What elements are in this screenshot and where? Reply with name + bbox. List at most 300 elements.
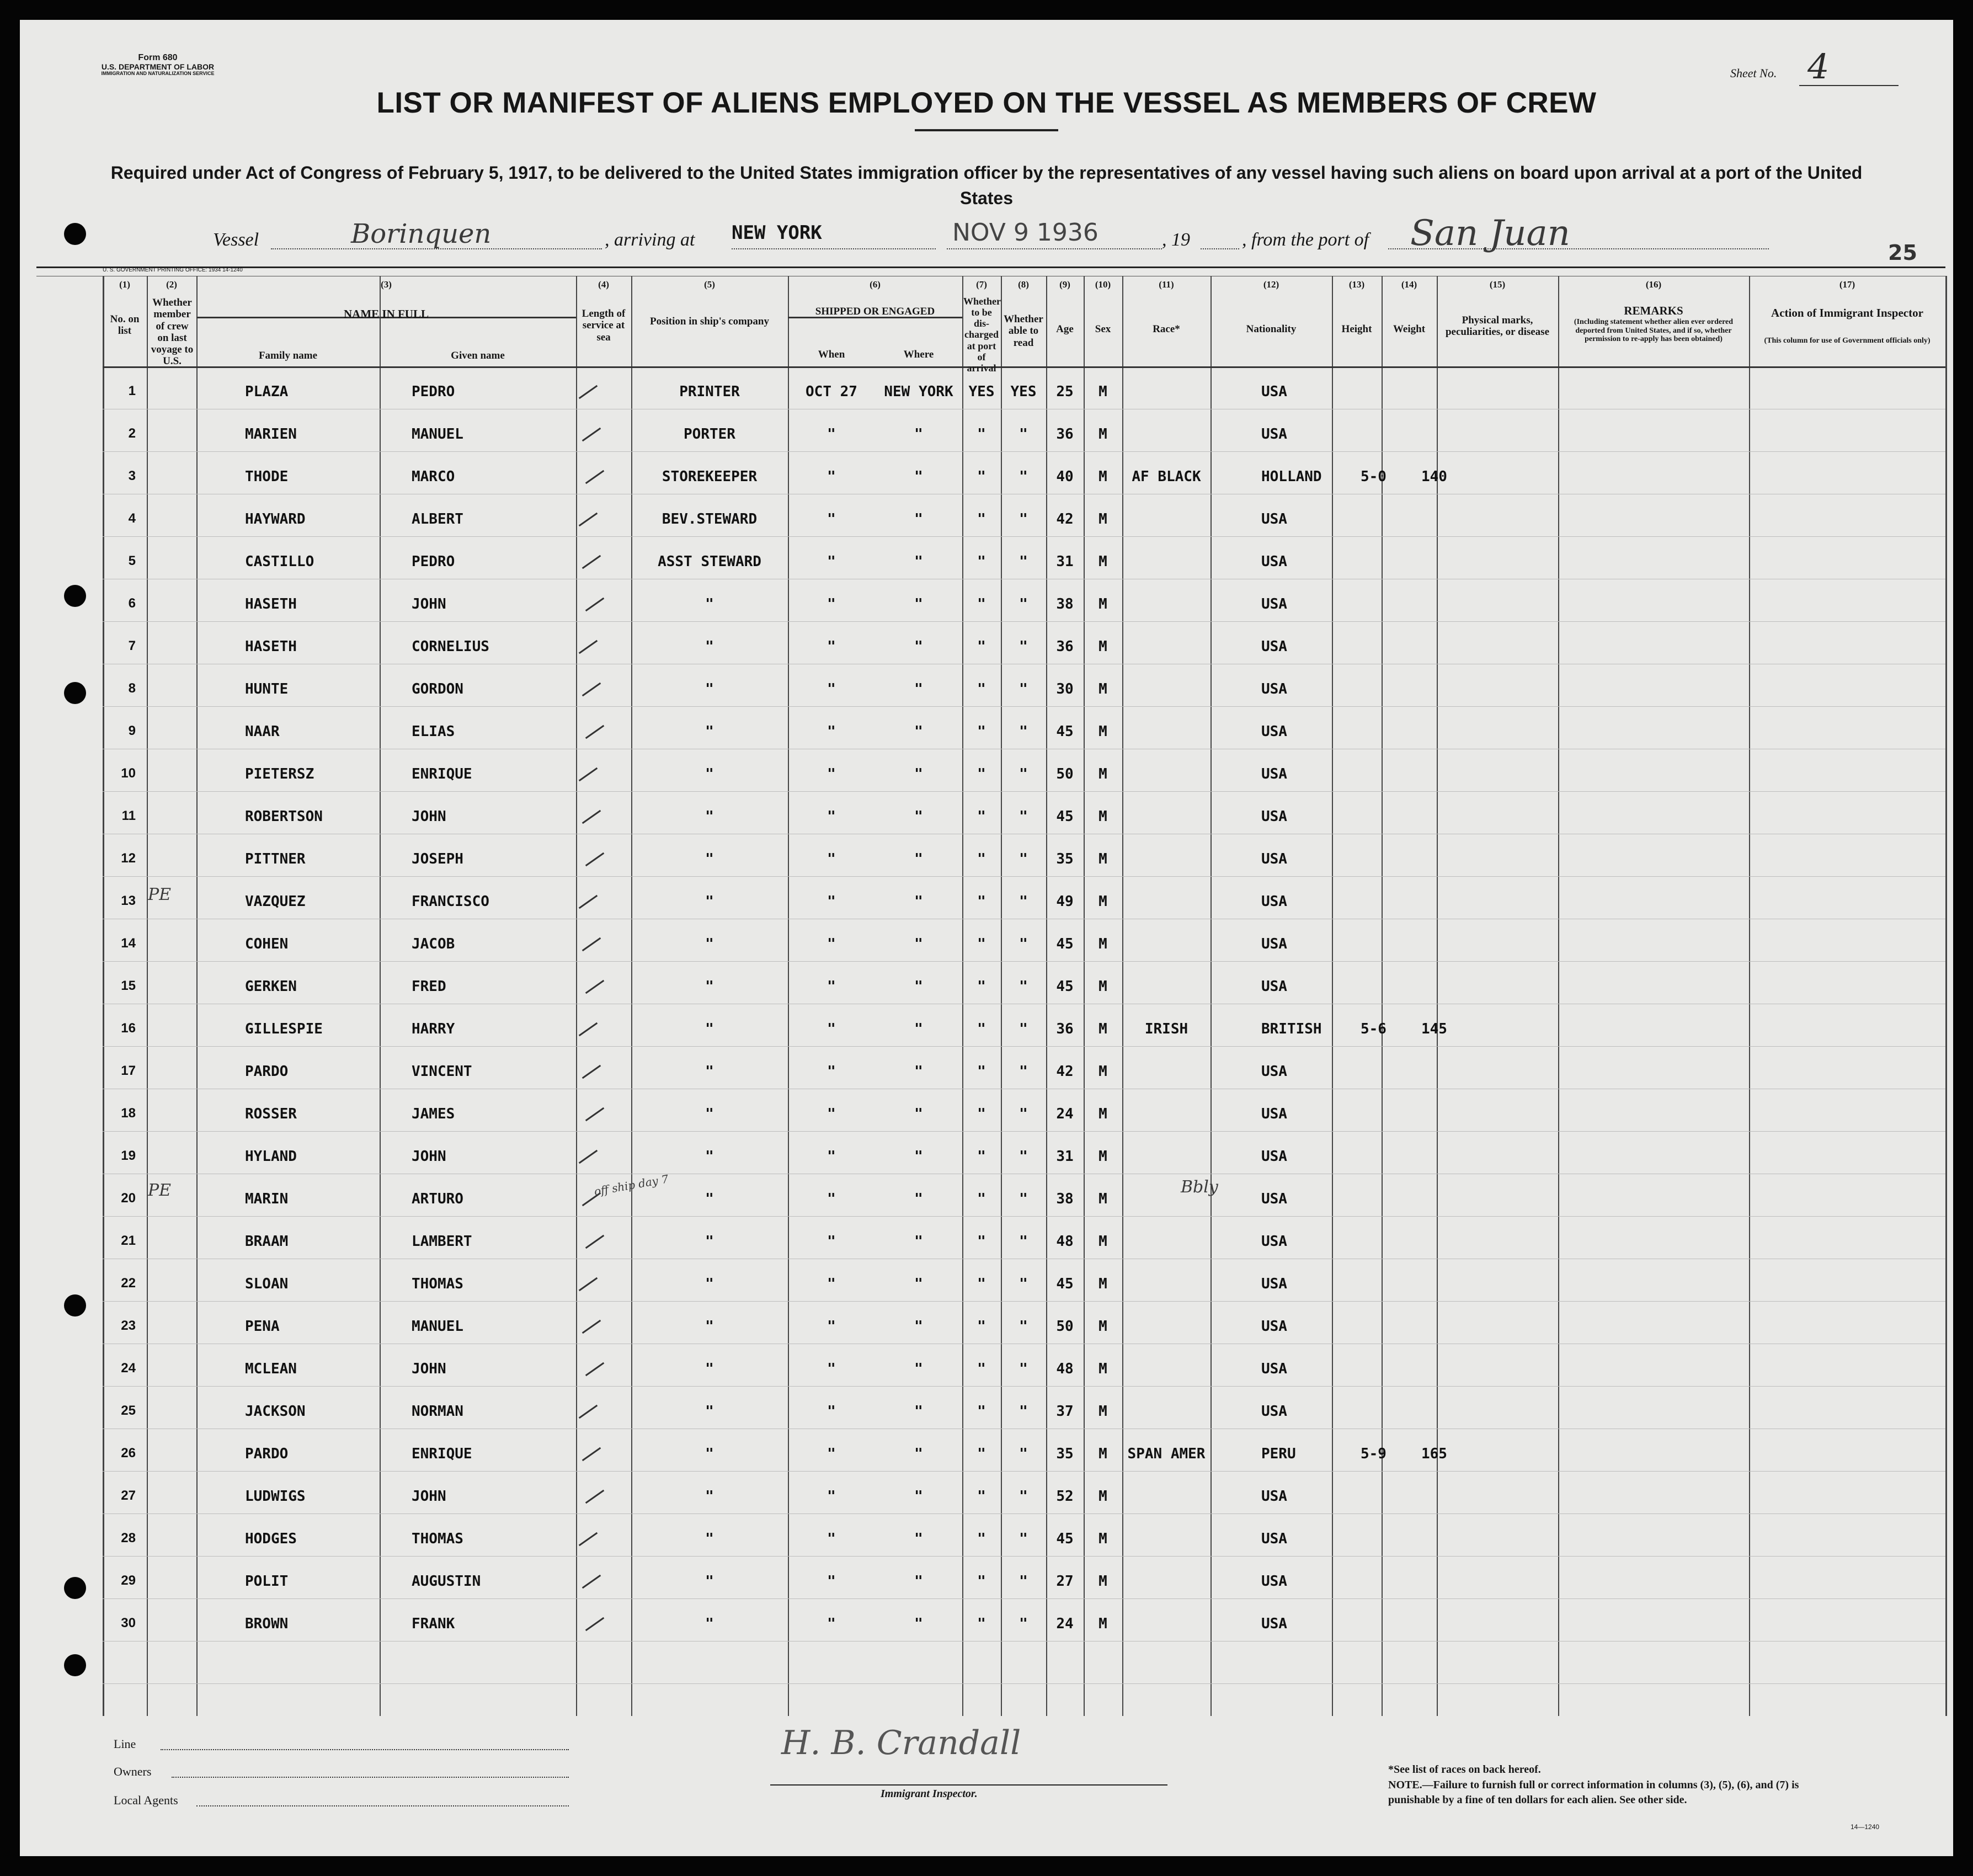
cell-sex: M: [1099, 1191, 1107, 1207]
page-title: LIST OR MANIFEST OF ALIENS EMPLOYED ON THE VESSEL AS MEMBERS OF CREW: [376, 87, 1597, 119]
cell-height: 5-6: [1361, 1021, 1387, 1037]
row-rule: [103, 1386, 1945, 1387]
cell-discharged: ": [977, 1573, 986, 1590]
cell-position: ": [705, 1446, 714, 1462]
cell-where: ": [914, 723, 923, 740]
cell-when: ": [827, 553, 836, 570]
from-port: San Juan: [1410, 213, 1570, 254]
row-rule: [103, 1046, 1945, 1047]
cell-age: 50: [1056, 766, 1074, 782]
arriving-underline: [732, 248, 936, 249]
cell-age: 24: [1056, 1106, 1074, 1122]
cell-nationality: USA: [1261, 893, 1287, 910]
column-rule: [576, 276, 577, 1716]
cell-able-to-read: ": [1019, 808, 1028, 825]
cell-sex: M: [1099, 1446, 1107, 1462]
cell-row-number: 6: [128, 596, 136, 611]
cell-able-to-read: ": [1019, 638, 1028, 655]
cell-where: ": [914, 808, 923, 825]
cell-row-number: 29: [121, 1573, 136, 1588]
row-rule: [103, 1216, 1945, 1217]
cell-given-name: FRANCISCO: [412, 893, 489, 910]
cell-able-to-read: ": [1019, 1318, 1028, 1335]
cell-family-name: ROBERTSON: [245, 808, 323, 825]
cell-family-name: PITTNER: [245, 851, 306, 867]
cell-sex: M: [1099, 1021, 1107, 1037]
cell-where: ": [914, 766, 923, 782]
date-underline: [947, 248, 1162, 249]
cell-position: PORTER: [684, 426, 735, 443]
row-rule: [103, 876, 1945, 877]
cell-discharged: ": [977, 1488, 986, 1505]
cell-age: 36: [1056, 1021, 1074, 1037]
cell-age: 45: [1056, 723, 1074, 740]
date-stamp: NOV 9 1936: [952, 218, 1099, 247]
cell-sex: M: [1099, 893, 1107, 910]
cell-position: ": [705, 1063, 714, 1080]
cell-given-name: FRED: [412, 978, 446, 995]
cell-age: 42: [1056, 511, 1074, 527]
cell-where: ": [914, 596, 923, 612]
service-name: IMMIGRATION AND NATURALIZATION SERVICE: [101, 70, 215, 76]
cell-row-number: 21: [121, 1233, 136, 1248]
cell-family-name: BRAAM: [245, 1233, 289, 1250]
cell-able-to-read: ": [1019, 1106, 1028, 1122]
cell-row-number: 20: [121, 1191, 136, 1206]
cell-age: 30: [1056, 681, 1074, 697]
cell-age: 35: [1056, 851, 1074, 867]
cell-given-name: VINCENT: [412, 1063, 472, 1080]
cell-sex: M: [1099, 468, 1107, 485]
col-number: (10): [1095, 279, 1111, 290]
cell-family-name: COHEN: [245, 936, 289, 952]
cell-when: ": [827, 936, 836, 952]
cell-family-name: POLIT: [245, 1573, 289, 1590]
cell-weight: 145: [1421, 1021, 1447, 1037]
cell-sex: M: [1099, 1106, 1107, 1122]
cell-position: ": [705, 681, 714, 697]
cell-family-name: SLOAN: [245, 1276, 289, 1292]
signature-line: [770, 1784, 1167, 1786]
row-rule: [103, 1131, 1945, 1132]
cell-given-name: ENRIQUE: [412, 1446, 472, 1462]
col-number: (17): [1839, 279, 1855, 290]
col-number: (8): [1018, 279, 1029, 290]
corner-number: 25: [1888, 241, 1917, 265]
cell-when: ": [827, 1233, 836, 1250]
check-mark: [582, 683, 601, 696]
column-rule: [1382, 276, 1383, 1716]
cell-family-name: GILLESPIE: [245, 1021, 323, 1037]
cell-family-name: MARIEN: [245, 426, 297, 443]
punch-hole: [64, 223, 86, 245]
cell-where: ": [914, 468, 923, 485]
header-family-name: Family name: [258, 350, 318, 361]
cell-when: ": [827, 1531, 836, 1547]
check-mark: [579, 385, 598, 399]
cell-position: ": [705, 723, 714, 740]
cell-nationality: USA: [1261, 1148, 1287, 1165]
cell-position: ": [705, 1191, 714, 1207]
cell-sex: M: [1099, 681, 1107, 697]
cell-race: IRISH: [1144, 1021, 1188, 1037]
cell-family-name: HASETH: [245, 596, 297, 612]
penalty-note: NOTE.—Failure to furnish full or correct information in columns (3), (5), (6), and (7) is punishable by a fine of ten dollars for each alien. See other side.: [1388, 1779, 1799, 1806]
cell-sex: M: [1099, 851, 1107, 867]
cell-sex: M: [1099, 936, 1107, 952]
header-position: Position in ship's company: [650, 316, 769, 327]
cell-where: ": [914, 1106, 923, 1122]
check-mark: [585, 470, 604, 484]
cell-given-name: ELIAS: [412, 723, 455, 740]
cell-age: 35: [1056, 1446, 1074, 1462]
cell-age: 48: [1056, 1361, 1074, 1377]
printing-office: U. S. GOVERNMENT PRINTING OFFICE: 1934 14-1240: [103, 267, 243, 273]
column-rule: [1122, 276, 1123, 1716]
row19-race-note: Bbly: [1181, 1177, 1218, 1197]
cell-where: ": [914, 426, 923, 443]
header-length-of-service: Length of service at sea: [582, 308, 626, 343]
page-subtitle: Required under Act of Congress of February 5, 1917, to be delivered to the United States immigration officer by the representatives of any vessel having such aliens on board upon arrival at a port of the United States: [110, 163, 1863, 208]
column-rule: [1945, 276, 1947, 1716]
cell-sex: M: [1099, 426, 1107, 443]
cell-family-name: PARDO: [245, 1063, 289, 1080]
cell-age: 36: [1056, 638, 1074, 655]
check-mark: [585, 1235, 604, 1249]
cell-when: ": [827, 1318, 836, 1335]
cell-discharged: ": [977, 766, 986, 782]
cell-discharged: ": [977, 426, 986, 443]
cell-family-name: MARIN: [245, 1191, 289, 1207]
header-when: When: [818, 349, 845, 360]
column-rule: [147, 276, 148, 1716]
check-mark: [582, 1575, 601, 1589]
cell-sex: M: [1099, 1233, 1107, 1250]
cell-age: 37: [1056, 1403, 1074, 1420]
cell-position: ": [705, 1021, 714, 1037]
cell-row-number: 25: [121, 1403, 136, 1418]
cell-age: 45: [1056, 1276, 1074, 1292]
header-nationality: Nationality: [1246, 323, 1297, 335]
column-rule: [103, 276, 104, 1716]
check-mark: [579, 895, 598, 909]
cell-position: ": [705, 1318, 714, 1335]
cell-position: ": [705, 596, 714, 612]
cell-discharged: ": [977, 1276, 986, 1292]
header-remarks: REMARKS: [1624, 304, 1683, 317]
cell-where: ": [914, 1573, 923, 1590]
cell-row-number: 10: [121, 766, 136, 781]
cell-given-name: JOHN: [412, 1361, 446, 1377]
check-mark: [585, 1490, 604, 1504]
cell-sex: M: [1099, 1616, 1107, 1632]
cell-nationality: USA: [1261, 1531, 1287, 1547]
cell-given-name: NORMAN: [412, 1403, 463, 1420]
header-able-to-read: Whether able to read: [1004, 313, 1043, 349]
cell-family-name: THODE: [245, 468, 289, 485]
cell-position: ": [705, 766, 714, 782]
cell-given-name: HARRY: [412, 1021, 455, 1037]
cell-discharged: ": [977, 1616, 986, 1632]
cell-race: AF BLACK: [1132, 468, 1201, 485]
cell-row-number: 19: [121, 1148, 136, 1163]
cell-when: ": [827, 1446, 836, 1462]
cell-position: BEV.STEWARD: [662, 511, 758, 527]
col-number: (1): [119, 279, 130, 290]
line-label: Line: [114, 1737, 136, 1751]
sheet-number-label: Sheet No.: [1730, 66, 1777, 80]
cell-given-name: JOHN: [412, 808, 446, 825]
cell-discharged: ": [977, 638, 986, 655]
cell-given-name: PEDRO: [412, 553, 455, 570]
cell-discharged: ": [977, 596, 986, 612]
row-rule: [103, 1598, 1945, 1599]
row-rule: [103, 621, 1945, 622]
cell-age: 45: [1056, 1531, 1074, 1547]
check-mark: [585, 598, 604, 611]
cell-nationality: USA: [1261, 1573, 1287, 1590]
cell-able-to-read: ": [1019, 766, 1028, 782]
cell-family-name: PLAZA: [245, 383, 289, 400]
cell-able-to-read: YES: [1010, 383, 1037, 400]
header-no-on-list: No. on list: [110, 313, 140, 337]
cell-nationality: USA: [1261, 1233, 1287, 1250]
year-label: , 19: [1162, 230, 1190, 250]
cell-able-to-read: ": [1019, 1233, 1028, 1250]
row-rule: [103, 1556, 1945, 1557]
check-mark: [579, 768, 598, 781]
cell-sex: M: [1099, 978, 1107, 995]
cell-row-number: 23: [121, 1318, 136, 1333]
cell-given-name: LAMBERT: [412, 1233, 472, 1250]
cell-where: ": [914, 1403, 923, 1420]
row-rule: [103, 791, 1945, 792]
check-mark: [579, 1150, 598, 1164]
cell-family-name: PIETERSZ: [245, 766, 314, 782]
cell-nationality: USA: [1261, 1403, 1287, 1420]
cell-where: ": [914, 1616, 923, 1632]
cell-discharged: ": [977, 468, 986, 485]
cell-nationality: USA: [1261, 766, 1287, 782]
cell-position: ": [705, 1276, 714, 1292]
cell-row-number: 9: [128, 723, 136, 738]
cell-able-to-read: ": [1019, 596, 1028, 612]
form-number: Form 680: [138, 53, 178, 62]
cell-discharged: ": [977, 978, 986, 995]
cell-able-to-read: ": [1019, 1616, 1028, 1632]
cell-nationality: PERU: [1261, 1446, 1296, 1462]
cell-given-name: JOHN: [412, 1148, 446, 1165]
cell-sex: M: [1099, 1531, 1107, 1547]
col-number: (3): [381, 279, 392, 290]
owners-label: Owners: [114, 1765, 152, 1778]
check-mark: [582, 1447, 601, 1461]
col-number: (11): [1159, 279, 1174, 290]
cell-row-number: 12: [121, 851, 136, 866]
col-number: (7): [976, 279, 987, 290]
cell-age: 42: [1056, 1063, 1074, 1080]
cell-discharged: ": [977, 851, 986, 867]
cell-row-number: 5: [128, 553, 136, 568]
cell-position: ": [705, 1106, 714, 1122]
column-rule: [1332, 276, 1333, 1716]
cell-age: 40: [1056, 468, 1074, 485]
cell-given-name: MANUEL: [412, 426, 463, 443]
cell-when: ": [827, 1148, 836, 1165]
cell-when: ": [827, 723, 836, 740]
check-mark: [582, 428, 601, 441]
cell-able-to-read: ": [1019, 1276, 1028, 1292]
cell-sex: M: [1099, 766, 1107, 782]
local-agents-label: Local Agents: [114, 1793, 178, 1807]
cell-nationality: USA: [1261, 723, 1287, 740]
cell-nationality: USA: [1261, 426, 1287, 443]
check-mark: [585, 725, 604, 739]
cell-age: 36: [1056, 426, 1074, 443]
cell-able-to-read: ": [1019, 1403, 1028, 1420]
row-rule: [103, 1471, 1945, 1472]
cell-age: 50: [1056, 1318, 1074, 1335]
header-height: Height: [1341, 323, 1372, 335]
cell-height: 5-0: [1361, 468, 1387, 485]
check-mark: [579, 640, 598, 654]
cell-family-name: HASETH: [245, 638, 297, 655]
cell-sex: M: [1099, 723, 1107, 740]
title-rule: [915, 129, 1058, 131]
cell-discharged: ": [977, 511, 986, 527]
cell-family-name: GERKEN: [245, 978, 297, 995]
row-rule: [103, 706, 1945, 707]
cell-nationality: USA: [1261, 596, 1287, 612]
cell-row-number: 8: [128, 681, 136, 696]
race-note: *See list of races on back hereof.: [1388, 1763, 1541, 1776]
cell-where: ": [914, 1191, 923, 1207]
cell-nationality: BRITISH: [1261, 1021, 1322, 1037]
cell-discharged: ": [977, 1148, 986, 1165]
cell-where: ": [914, 1318, 923, 1335]
header-shipped-or-engaged: SHIPPED OR ENGAGED: [815, 306, 935, 317]
check-mark: [579, 1277, 598, 1291]
check-mark: [579, 1532, 598, 1546]
header-physical-marks: Physical marks, peculiarities, or disease: [1445, 315, 1550, 338]
col-number: (9): [1059, 279, 1070, 290]
cell-able-to-read: ": [1019, 1573, 1028, 1590]
header-weight: Weight: [1393, 323, 1426, 335]
cell-position: ": [705, 808, 714, 825]
cell-when: OCT 27: [806, 383, 857, 400]
cell-height: 5-9: [1361, 1446, 1387, 1462]
department-name: U.S. DEPARTMENT OF LABOR: [101, 62, 215, 71]
column-rule: [631, 276, 632, 1716]
col-number: (6): [870, 279, 881, 290]
punch-hole: [64, 585, 86, 607]
cell-nationality: USA: [1261, 638, 1287, 655]
cell-sex: M: [1099, 383, 1107, 400]
cell-family-name: BROWN: [245, 1616, 289, 1632]
check-mark: [582, 1320, 601, 1334]
cell-when: ": [827, 1573, 836, 1590]
cell-position: ": [705, 1361, 714, 1377]
cell-age: 25: [1056, 383, 1074, 400]
cell-row-number: 2: [128, 426, 136, 441]
header-race: Race*: [1153, 323, 1180, 335]
cell-given-name: JOSEPH: [412, 851, 463, 867]
cell-position: ": [705, 978, 714, 995]
cell-discharged: ": [977, 1361, 986, 1377]
cell-able-to-read: ": [1019, 553, 1028, 570]
cell-discharged: ": [977, 1106, 986, 1122]
col-number: (5): [704, 279, 715, 290]
cell-when: ": [827, 1616, 836, 1632]
cell-nationality: USA: [1261, 978, 1287, 995]
cell-age: 45: [1056, 808, 1074, 825]
cell-family-name: JACKSON: [245, 1403, 306, 1420]
cell-able-to-read: ": [1019, 426, 1028, 443]
cell-when: ": [827, 681, 836, 697]
col-number: (4): [598, 279, 609, 290]
cell-position: ASST STEWARD: [658, 553, 761, 570]
cell-able-to-read: ": [1019, 978, 1028, 995]
cell-given-name: JAMES: [412, 1106, 455, 1122]
cell-family-name: LUDWIGS: [245, 1488, 306, 1505]
cell-family-name: MCLEAN: [245, 1361, 297, 1377]
cell-discharged: ": [977, 936, 986, 952]
cell-when: ": [827, 1361, 836, 1377]
cell-when: ": [827, 851, 836, 867]
vessel-name: Borinquen: [351, 218, 492, 249]
cell-family-name: HYLAND: [245, 1148, 297, 1165]
cell-where: ": [914, 1531, 923, 1547]
cell-row-number: 14: [121, 936, 136, 951]
cell-sex: M: [1099, 1276, 1107, 1292]
check-mark: [582, 937, 601, 951]
cell-when: ": [827, 511, 836, 527]
cell-age: 38: [1056, 1191, 1074, 1207]
col-number: (12): [1263, 279, 1279, 290]
cell-when: ": [827, 1488, 836, 1505]
cell-sex: M: [1099, 596, 1107, 612]
header-discharged: Whether to be dis-charged at port of arrival: [963, 296, 1001, 374]
cell-when: ": [827, 638, 836, 655]
cell-age: 48: [1056, 1233, 1074, 1250]
form-identifier: [81, 53, 235, 77]
cell-where: ": [914, 1063, 923, 1080]
cell-when: ": [827, 1063, 836, 1080]
cell-given-name: ALBERT: [412, 511, 463, 527]
cell-position: ": [705, 851, 714, 867]
cell-able-to-read: ": [1019, 893, 1028, 910]
cell-discharged: ": [977, 1063, 986, 1080]
check-mark: [585, 852, 604, 866]
cell-family-name: PENA: [245, 1318, 280, 1335]
row-rule: [103, 1301, 1945, 1302]
cell-position: ": [705, 1616, 714, 1632]
cell-age: 24: [1056, 1616, 1074, 1632]
cell-given-name: FRANK: [412, 1616, 455, 1632]
cell-sex: M: [1099, 808, 1107, 825]
cell-when: ": [827, 766, 836, 782]
cell-row-number: 4: [128, 511, 136, 526]
cell-given-name: MARCO: [412, 468, 455, 485]
cell-when: ": [827, 468, 836, 485]
cell-nationality: USA: [1261, 383, 1287, 400]
check-mark: [579, 1405, 598, 1419]
cell-position: ": [705, 1531, 714, 1547]
cell-nationality: USA: [1261, 1318, 1287, 1335]
check-mark: [582, 810, 601, 824]
cell-sex: M: [1099, 1488, 1107, 1505]
cell-sex: M: [1099, 1318, 1107, 1335]
